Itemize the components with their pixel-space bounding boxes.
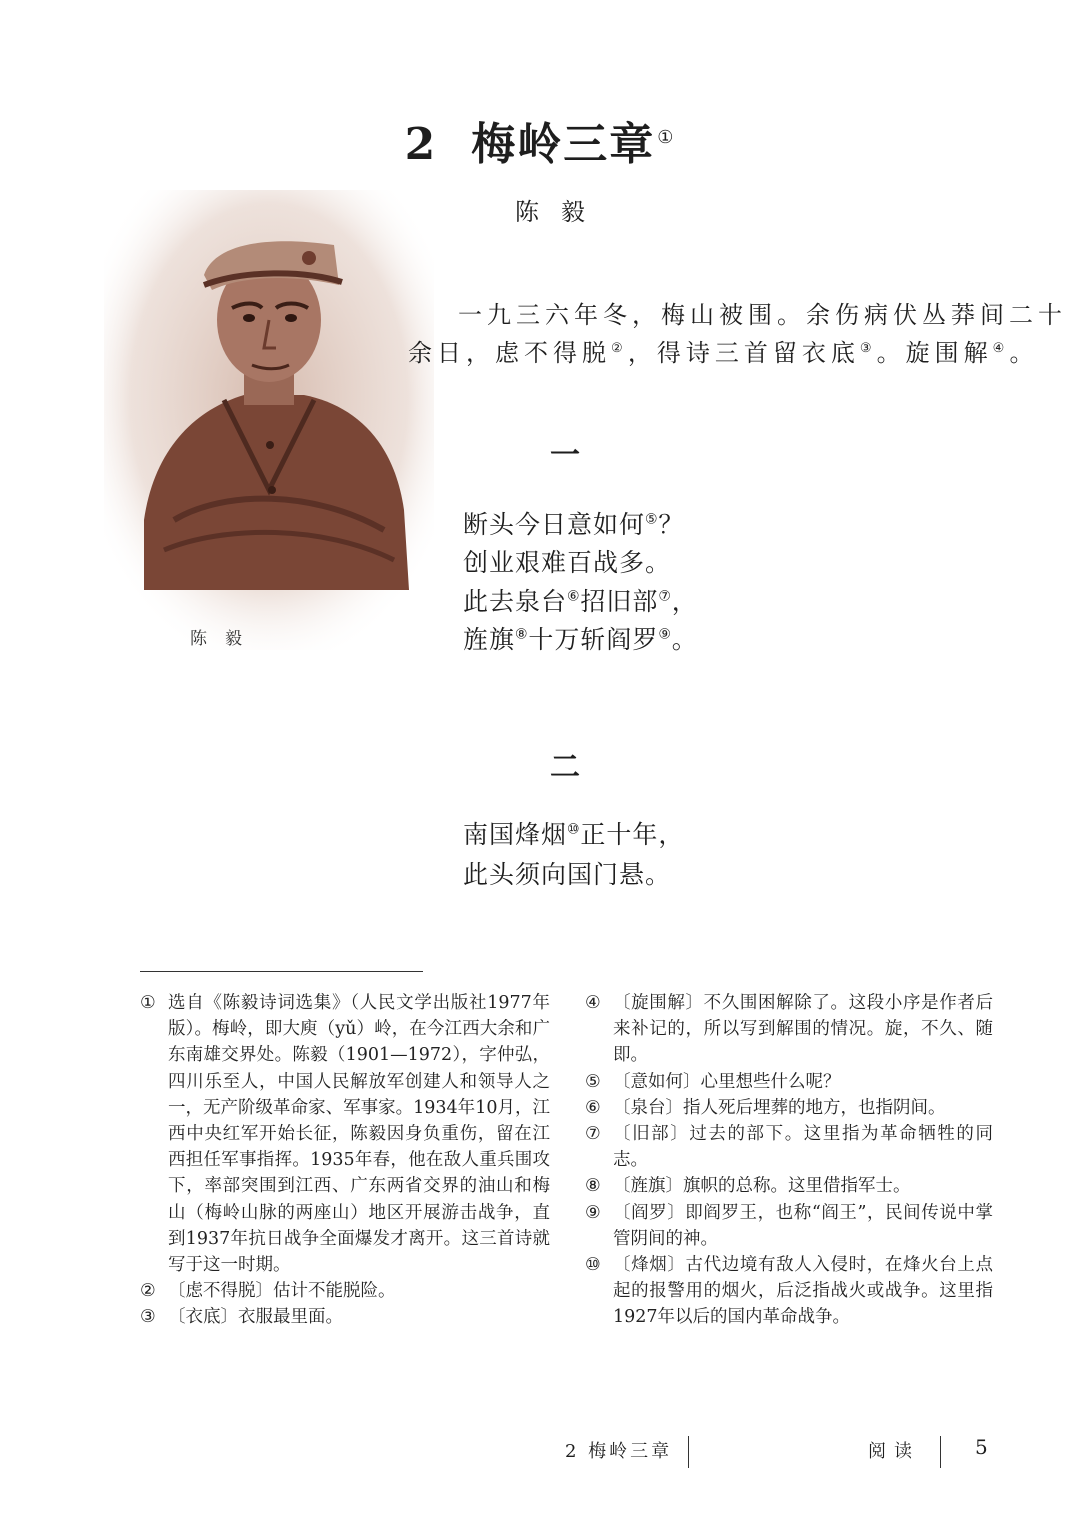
- footnote-number: ⑥: [585, 1097, 601, 1118]
- footnote: [585, 1095, 993, 1121]
- footnote-marker: ⑩: [567, 821, 581, 838]
- footnote-text: 〔旌旗〕旗帜的总称。这里借指军士。: [613, 1176, 911, 1197]
- footnote-text: 〔泉台〕指人死后埋葬的地方，也指阴间。: [613, 1097, 946, 1118]
- portrait-image: [104, 190, 434, 650]
- preface-line-2: [408, 334, 1038, 372]
- poem-text: 旌旗: [463, 625, 516, 654]
- footnote-marker: ②: [611, 341, 628, 356]
- footnote-number: ⑩: [585, 1255, 601, 1276]
- footnote-marker: ⑦: [658, 588, 672, 605]
- footnote-number: ①: [140, 993, 156, 1013]
- footnote: [585, 1173, 993, 1199]
- footnote-number: ⑤: [585, 1071, 601, 1092]
- title-footnote-marker: ①: [657, 127, 676, 149]
- footnote-marker: ⑥: [567, 588, 581, 605]
- preface-segment: ，得诗三首留衣底: [627, 339, 860, 367]
- portrait-caption: 陈毅: [190, 629, 260, 649]
- poem-line: [463, 856, 671, 894]
- footer-divider: [688, 1436, 689, 1468]
- footer-divider: [940, 1436, 941, 1468]
- footnote: [140, 1304, 550, 1330]
- poem-text: 创业艰难百战多。: [463, 548, 672, 577]
- footnote-text: 〔烽烟〕古代边境有敌人入侵时，在烽火台上点起的报警用的烟火，后泛指战火或战争。这里指1927年以后的国内革命战争。: [613, 1255, 993, 1328]
- footnote-text: 〔衣底〕衣服最里面。: [168, 1307, 343, 1328]
- footnote-text: 〔意如何〕心里想些什么呢？: [613, 1071, 841, 1092]
- footnote-number: ④: [585, 993, 601, 1013]
- footnotes-left-column: [140, 990, 550, 1331]
- footnote: [585, 1069, 993, 1095]
- footnote-number: ③: [140, 1307, 156, 1328]
- footnote: [585, 1121, 993, 1173]
- footnote: [585, 990, 993, 1069]
- author: 陈毅: [515, 198, 607, 226]
- poem-text: 正十年，: [580, 820, 685, 849]
- poem-text: ，: [671, 587, 698, 616]
- page-number: 5: [975, 1435, 988, 1459]
- poem-text: 招旧部: [580, 587, 659, 616]
- preface-segment: 余日，虑不得脱: [408, 339, 611, 367]
- footnotes-right-column: [585, 990, 993, 1331]
- poem-text: 此头须向国门悬。: [463, 860, 672, 889]
- footnote-divider: [140, 971, 423, 972]
- footnote-text: 〔阎罗〕即阎罗王，也称“阎王”，民间传说中掌管阴间的神。: [613, 1202, 993, 1249]
- preface-segment: 。旋围解: [876, 339, 993, 367]
- chapter-number: 2: [404, 119, 438, 170]
- poem-line: [463, 583, 698, 621]
- footnote-marker: ④: [992, 341, 1010, 356]
- poem-line: [463, 544, 671, 582]
- poem-text: 。: [671, 625, 698, 654]
- footnote-marker: ⑨: [658, 626, 672, 643]
- footnote: [140, 990, 550, 1278]
- footnote-marker: ⑤: [645, 511, 659, 528]
- poem-text: 十万斩阎罗: [528, 625, 659, 654]
- preface-segment: 。: [1009, 339, 1039, 367]
- footnote-marker: ⑧: [515, 626, 529, 643]
- footnote: [585, 1252, 993, 1331]
- title-text: 梅岭三章: [471, 119, 656, 170]
- poem-text: 南国烽烟: [463, 820, 568, 849]
- poem-text: ？: [658, 510, 685, 539]
- footnote-number: ⑦: [585, 1124, 601, 1145]
- page-title: [0, 108, 1080, 172]
- poem-line: [463, 621, 698, 659]
- footnote-marker: ③: [859, 341, 877, 356]
- footnote: [140, 1278, 550, 1304]
- footer-section-label: 阅读: [868, 1441, 920, 1462]
- poem-text: 断头今日意如何: [463, 510, 646, 539]
- poem-line: [463, 816, 684, 854]
- footnote-text: 〔虑不得脱〕估计不能脱险。: [168, 1281, 396, 1302]
- footnote-text: 选自《陈毅诗词选集》（人民文学出版社1977年版）。梅岭，即大庾（yǔ）岭，在今江西大余和广东南雄交界处。陈毅（1901—1972），字仲弘，四川乐至人，中国人民解放军创建人和领导人之一，无产阶级革命家、军事家。1934年10月，江西中央红军开始长征，陈毅因身负重伤，留在江西担任军事指挥。1935年春，他在敌人重兵围攻下，率部突围到江西、广东两省交界的油山和梅山（梅岭山脉的两座山）地区开展游击战争，直到1937年抗日战争全面爆发才离开。这三首诗就写于这一时期。: [168, 993, 550, 1276]
- preface-line-1: 一九三六年冬，梅山被围。余伤病伏丛莽间二十: [458, 301, 1067, 329]
- poem-line: [463, 506, 684, 544]
- footnote: [585, 1200, 993, 1252]
- footnote-text: 〔旧部〕过去的部下。这里指为革命牺牲的同志。: [613, 1124, 993, 1171]
- footnote-number: ②: [140, 1281, 156, 1302]
- poem-number: 二: [550, 750, 580, 785]
- poem-text: 此去泉台: [463, 587, 568, 616]
- footnote-text: 〔旋围解〕不久围困解除了。这段小序是作者后来补记的，所以写到解围的情况。旋，不久、随即。: [613, 993, 993, 1066]
- footer-chapter-title: 2 梅岭三章: [565, 1441, 673, 1462]
- footnote-number: ⑧: [585, 1176, 601, 1197]
- footnote-number: ⑨: [585, 1202, 601, 1223]
- poem-number: 一: [550, 438, 580, 473]
